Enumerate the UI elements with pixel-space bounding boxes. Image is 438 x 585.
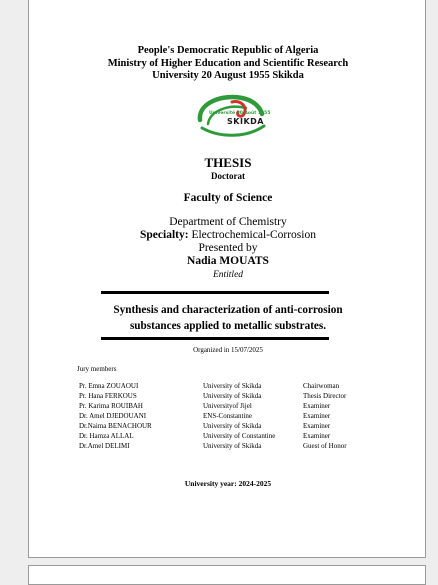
- specialty-label: Specialty:: [140, 229, 189, 241]
- specialty: [29, 229, 427, 241]
- header-university: University 20 August 1955 Skikda: [152, 70, 304, 81]
- jury-institution: University of Skikda: [203, 442, 262, 450]
- jury-name: Dr. Amel DJEDOUANI: [79, 412, 147, 420]
- jury-institution: University of Skikda: [203, 422, 262, 430]
- table-row: [79, 401, 347, 411]
- document-page: [28, 0, 426, 558]
- jury-institution: University of Constantine: [203, 432, 276, 440]
- jury-role: Guest of Honor: [303, 442, 347, 450]
- specialty-value: Electrochemical-Corrosion: [191, 229, 316, 241]
- header-ministry: Ministry of Higher Education and Scientific Research: [107, 57, 349, 69]
- jury-institution: Universityof Jijel: [203, 402, 252, 410]
- jury-institution: University of Skikda: [203, 392, 262, 400]
- jury-name: Pr. Karima ROUIBAH: [79, 402, 143, 410]
- organized-date: Organized in 15/07/2025: [193, 346, 263, 354]
- university-year: University year: 2024-2025: [184, 479, 272, 488]
- table-row: [79, 431, 347, 441]
- next-page-edge: [28, 565, 426, 585]
- jury-institution: University of Skikda: [203, 382, 262, 390]
- jury-table: [79, 381, 347, 451]
- table-row: [79, 411, 347, 421]
- jury-role: Chairwoman: [303, 382, 340, 390]
- header-country: People's Democratic Republic of Algeria: [137, 45, 319, 56]
- thesis-title: THESIS: [204, 155, 252, 170]
- table-row: [79, 381, 347, 391]
- table-row: [79, 421, 347, 431]
- bottom-rule: [101, 337, 329, 340]
- jury-role: Examiner: [303, 402, 331, 410]
- presented-by: Presented by: [198, 242, 258, 254]
- jury-name: Dr. Hamza ALLAL: [79, 432, 134, 440]
- subject-line-1: Synthesis and characterization of anti-corrosion: [113, 304, 343, 316]
- author-name: Nadia MOUATS: [187, 255, 269, 267]
- jury-name: Dr.Naima BENACHOUR: [79, 422, 152, 430]
- jury-name: Dr.Amel DELIMI: [79, 442, 130, 450]
- jury-role: Thesis Director: [303, 392, 347, 400]
- jury-role: Examiner: [303, 432, 331, 440]
- logo-name: SKIKDA: [227, 117, 264, 126]
- subject-line-2: substances applied to metallic substrates.: [129, 320, 327, 332]
- degree: Doctorat: [211, 171, 245, 181]
- department: Department of Chemistry: [169, 216, 287, 228]
- logo-arc-text: Université 20 Août 1955: [209, 111, 271, 116]
- jury-name: Pr. Hana FERKOUS: [79, 392, 137, 400]
- entitled: Entitled: [212, 270, 244, 280]
- table-row: [79, 391, 347, 401]
- faculty: Faculty of Science: [183, 192, 273, 204]
- jury-role: Examiner: [303, 422, 331, 430]
- jury-heading: Jury members: [77, 365, 117, 373]
- jury-institution: ENS-Constantine: [203, 412, 252, 420]
- jury-name: Pr. Emna ZOUAOUI: [79, 382, 139, 390]
- table-row: [79, 441, 347, 451]
- jury-role: Examiner: [303, 412, 331, 420]
- top-rule: [101, 291, 329, 294]
